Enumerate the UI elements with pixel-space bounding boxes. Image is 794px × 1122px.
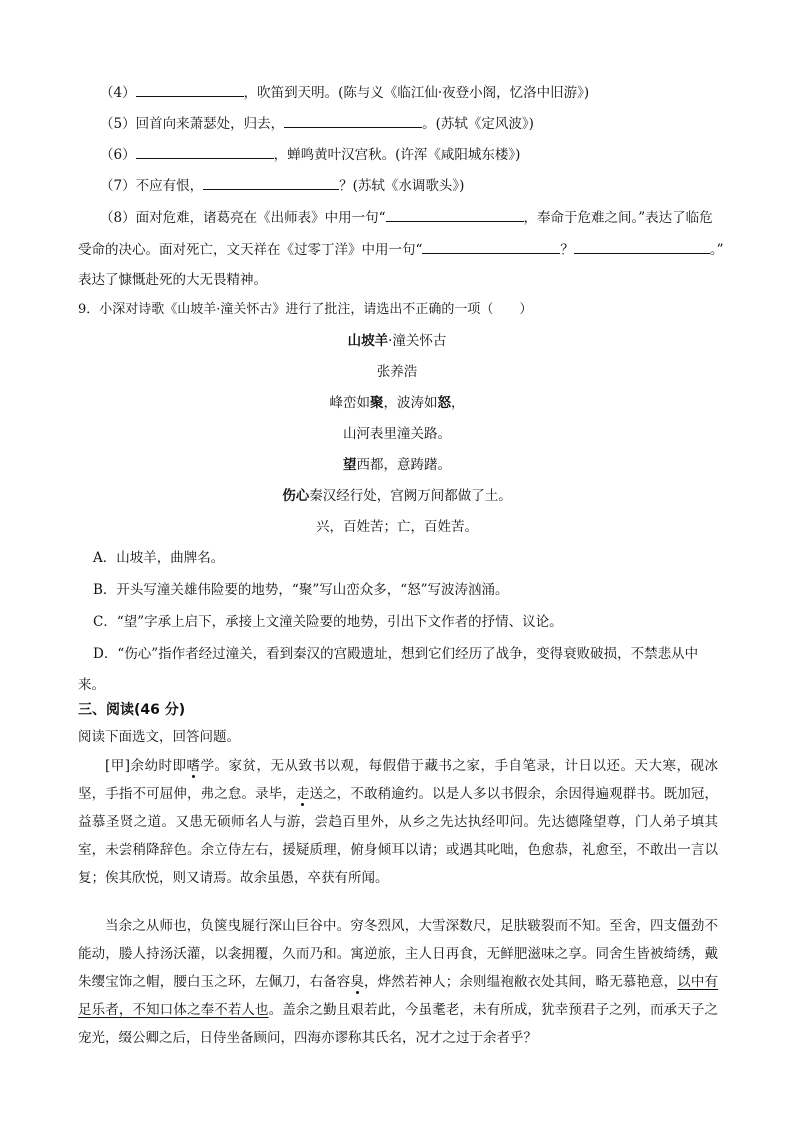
answer-blank[interactable] — [136, 82, 244, 97]
poem-line-4 — [0, 486, 794, 506]
poem-bold-char: 怒 — [437, 395, 451, 411]
item-text: 面对危难，诸葛亮在《出师表》中用一句“ — [135, 210, 386, 226]
poem-line-1 — [0, 393, 794, 413]
poem-author: 张养浩 — [376, 364, 418, 380]
poem-bold-char: 望 — [343, 457, 357, 473]
answer-blank[interactable] — [422, 239, 560, 254]
item-text: 。(苏轼《定风波》) — [422, 116, 534, 132]
option-d[interactable]: D．“伤心”指作者经过潼关，看到秦汉的宫殿遗址，想到它们经历了战争，变得衰败破损，不禁悲从中 — [93, 646, 699, 662]
dotted-char: 臭 — [350, 974, 365, 990]
poem-text: 峰峦如 — [329, 395, 370, 411]
poem-text: ，波涛如 — [383, 395, 438, 411]
passage-text: 当余之从师也，负箧曳屣行深山巨谷中。穷冬烈风，大雪深数尺，足肤皲裂而不知。至舍，四支僵劲不能动，媵人持汤沃灌，以衾拥覆，久而乃和。寓逆旅，主人日再食，无鲜肥滋味之享。同舍生皆被绮绣，戴朱缨宝饰之帽，腰白玉之环，左佩刀，右备容 — [78, 918, 718, 990]
poem-bold-char: 聚 — [370, 395, 384, 411]
item-number: （7） — [100, 178, 136, 194]
item-text: 表达了慷慨赴死的大无畏精神。 — [78, 272, 267, 288]
dotted-char: 嗜 — [186, 758, 201, 774]
q8-item-8-line1 — [100, 207, 713, 228]
poem-title-bold: 山坡羊 — [347, 333, 389, 349]
passage-text: 送之，不敢稍逾约。以是人多以书假余，余因得遍观群书。既加冠，益慕圣贤之道。又患无硕师名人与游，尝趋百里外，从乡之先达执经叩问。先达德隆望尊，门人弟子填其室，未尝稍降辞色。余立侍左右，援疑质理，俯身倾耳以请；或遇其叱咄，色愈恭，礼愈至，不敢出一言以复；俟其欣悦，则又请焉。故余虽愚，卒获有所闻。 — [78, 786, 719, 886]
item-number: （5） — [100, 116, 136, 132]
dotted-char: 走 — [295, 786, 310, 802]
poem-line-2: 山河表里潼关路。 — [343, 426, 451, 442]
passage-text: 。盖余之勤且艰若此，今虽耄老，未有所成，犹幸预君子之列，而承天子之宠光，缀公卿之后，日侍坐备顾问，四海亦谬称其氏名，况才之过于余者乎？ — [78, 1002, 719, 1046]
item-number: （6） — [100, 147, 136, 163]
poem-text: 西都，意踌躇。 — [356, 457, 451, 473]
passage-text: 学。家贫，无从致书以观，每假借于藏书之家，手自笔录，计日以还。天大寒，砚冰坚，手指不可屈伸，弗之怠。录毕， — [78, 758, 718, 802]
answer-blank[interactable] — [203, 175, 339, 190]
item-text: 不应有恨， — [135, 178, 204, 194]
q8-item-8-line2 — [78, 239, 724, 260]
answer-blank[interactable] — [386, 207, 524, 222]
q8-item-5 — [100, 113, 534, 134]
item-text: ，奉命于危难之间。”表达了临危 — [523, 210, 713, 226]
section-heading: 三、阅读(46 分) — [78, 702, 186, 718]
poem-title — [0, 331, 794, 351]
item-number: （8） — [100, 210, 136, 226]
answer-blank[interactable] — [574, 239, 710, 254]
item-text: 。” — [709, 242, 724, 258]
item-text: 受命的决心。面对死亡，文天祥在《过零丁洋》中用一句“ — [78, 242, 423, 258]
q8-item-7 — [100, 175, 464, 196]
item-text: 回首向来萧瑟处，归去， — [135, 116, 285, 132]
poem-title-rest: ·潼关怀古 — [388, 333, 447, 349]
underlined-sentence: 以中有足乐者，不知口体之奉不若人也 — [78, 974, 719, 1018]
q8-item-4 — [100, 82, 589, 103]
poem-text: 秦汉经行处，宫阙万间都做了土。 — [309, 488, 512, 504]
q8-item-6 — [100, 144, 520, 165]
passage-paragraph-2 — [78, 912, 718, 1052]
passage-text: ，烨然若神人；余则缊袍敝衣处其间，略无慕艳意， — [364, 974, 678, 990]
option-d-continued: 来。 — [78, 677, 105, 693]
option-a[interactable]: A．山坡羊，曲牌名。 — [93, 550, 225, 566]
item-text: ，吹笛到天明。(陈与义《临江仙·夜登小阁，忆洛中旧游》) — [243, 85, 590, 101]
passage-paragraph-1 — [78, 752, 718, 892]
poem-line-3 — [0, 455, 794, 475]
poem-bold-char: 伤心 — [282, 488, 310, 504]
item-text: ？ — [560, 242, 574, 258]
item-text: ，蝉鸣黄叶汉宫秋。(许浑《咸阳城东楼》) — [273, 147, 521, 163]
q9-stem: 9．小深对诗歌《山坡羊·潼关怀古》进行了批注，请选出不正确的一项（ ） — [78, 302, 533, 317]
answer-blank[interactable] — [136, 144, 274, 159]
passage-text: [甲]余幼时即 — [105, 758, 187, 774]
q8-item-8-line3 — [78, 270, 267, 290]
poem-text: ， — [451, 395, 465, 411]
poem-line-5: 兴，百姓苦；亡，百姓苦。 — [316, 519, 478, 535]
item-number: （4） — [100, 85, 136, 101]
answer-blank[interactable] — [284, 113, 422, 128]
option-c[interactable]: C．“望”字承上启下，承接上文潼关险要的地势，引出下文作者的抒情、议论。 — [93, 614, 563, 630]
reading-intro: 阅读下面选文，回答问题。 — [78, 729, 240, 745]
option-b[interactable]: B．开头写潼关雄伟险要的地势，“聚”写山峦众多，“怒”写波涛汹涌。 — [93, 582, 509, 598]
item-text: ？(苏轼《水调歌头》) — [339, 178, 465, 194]
